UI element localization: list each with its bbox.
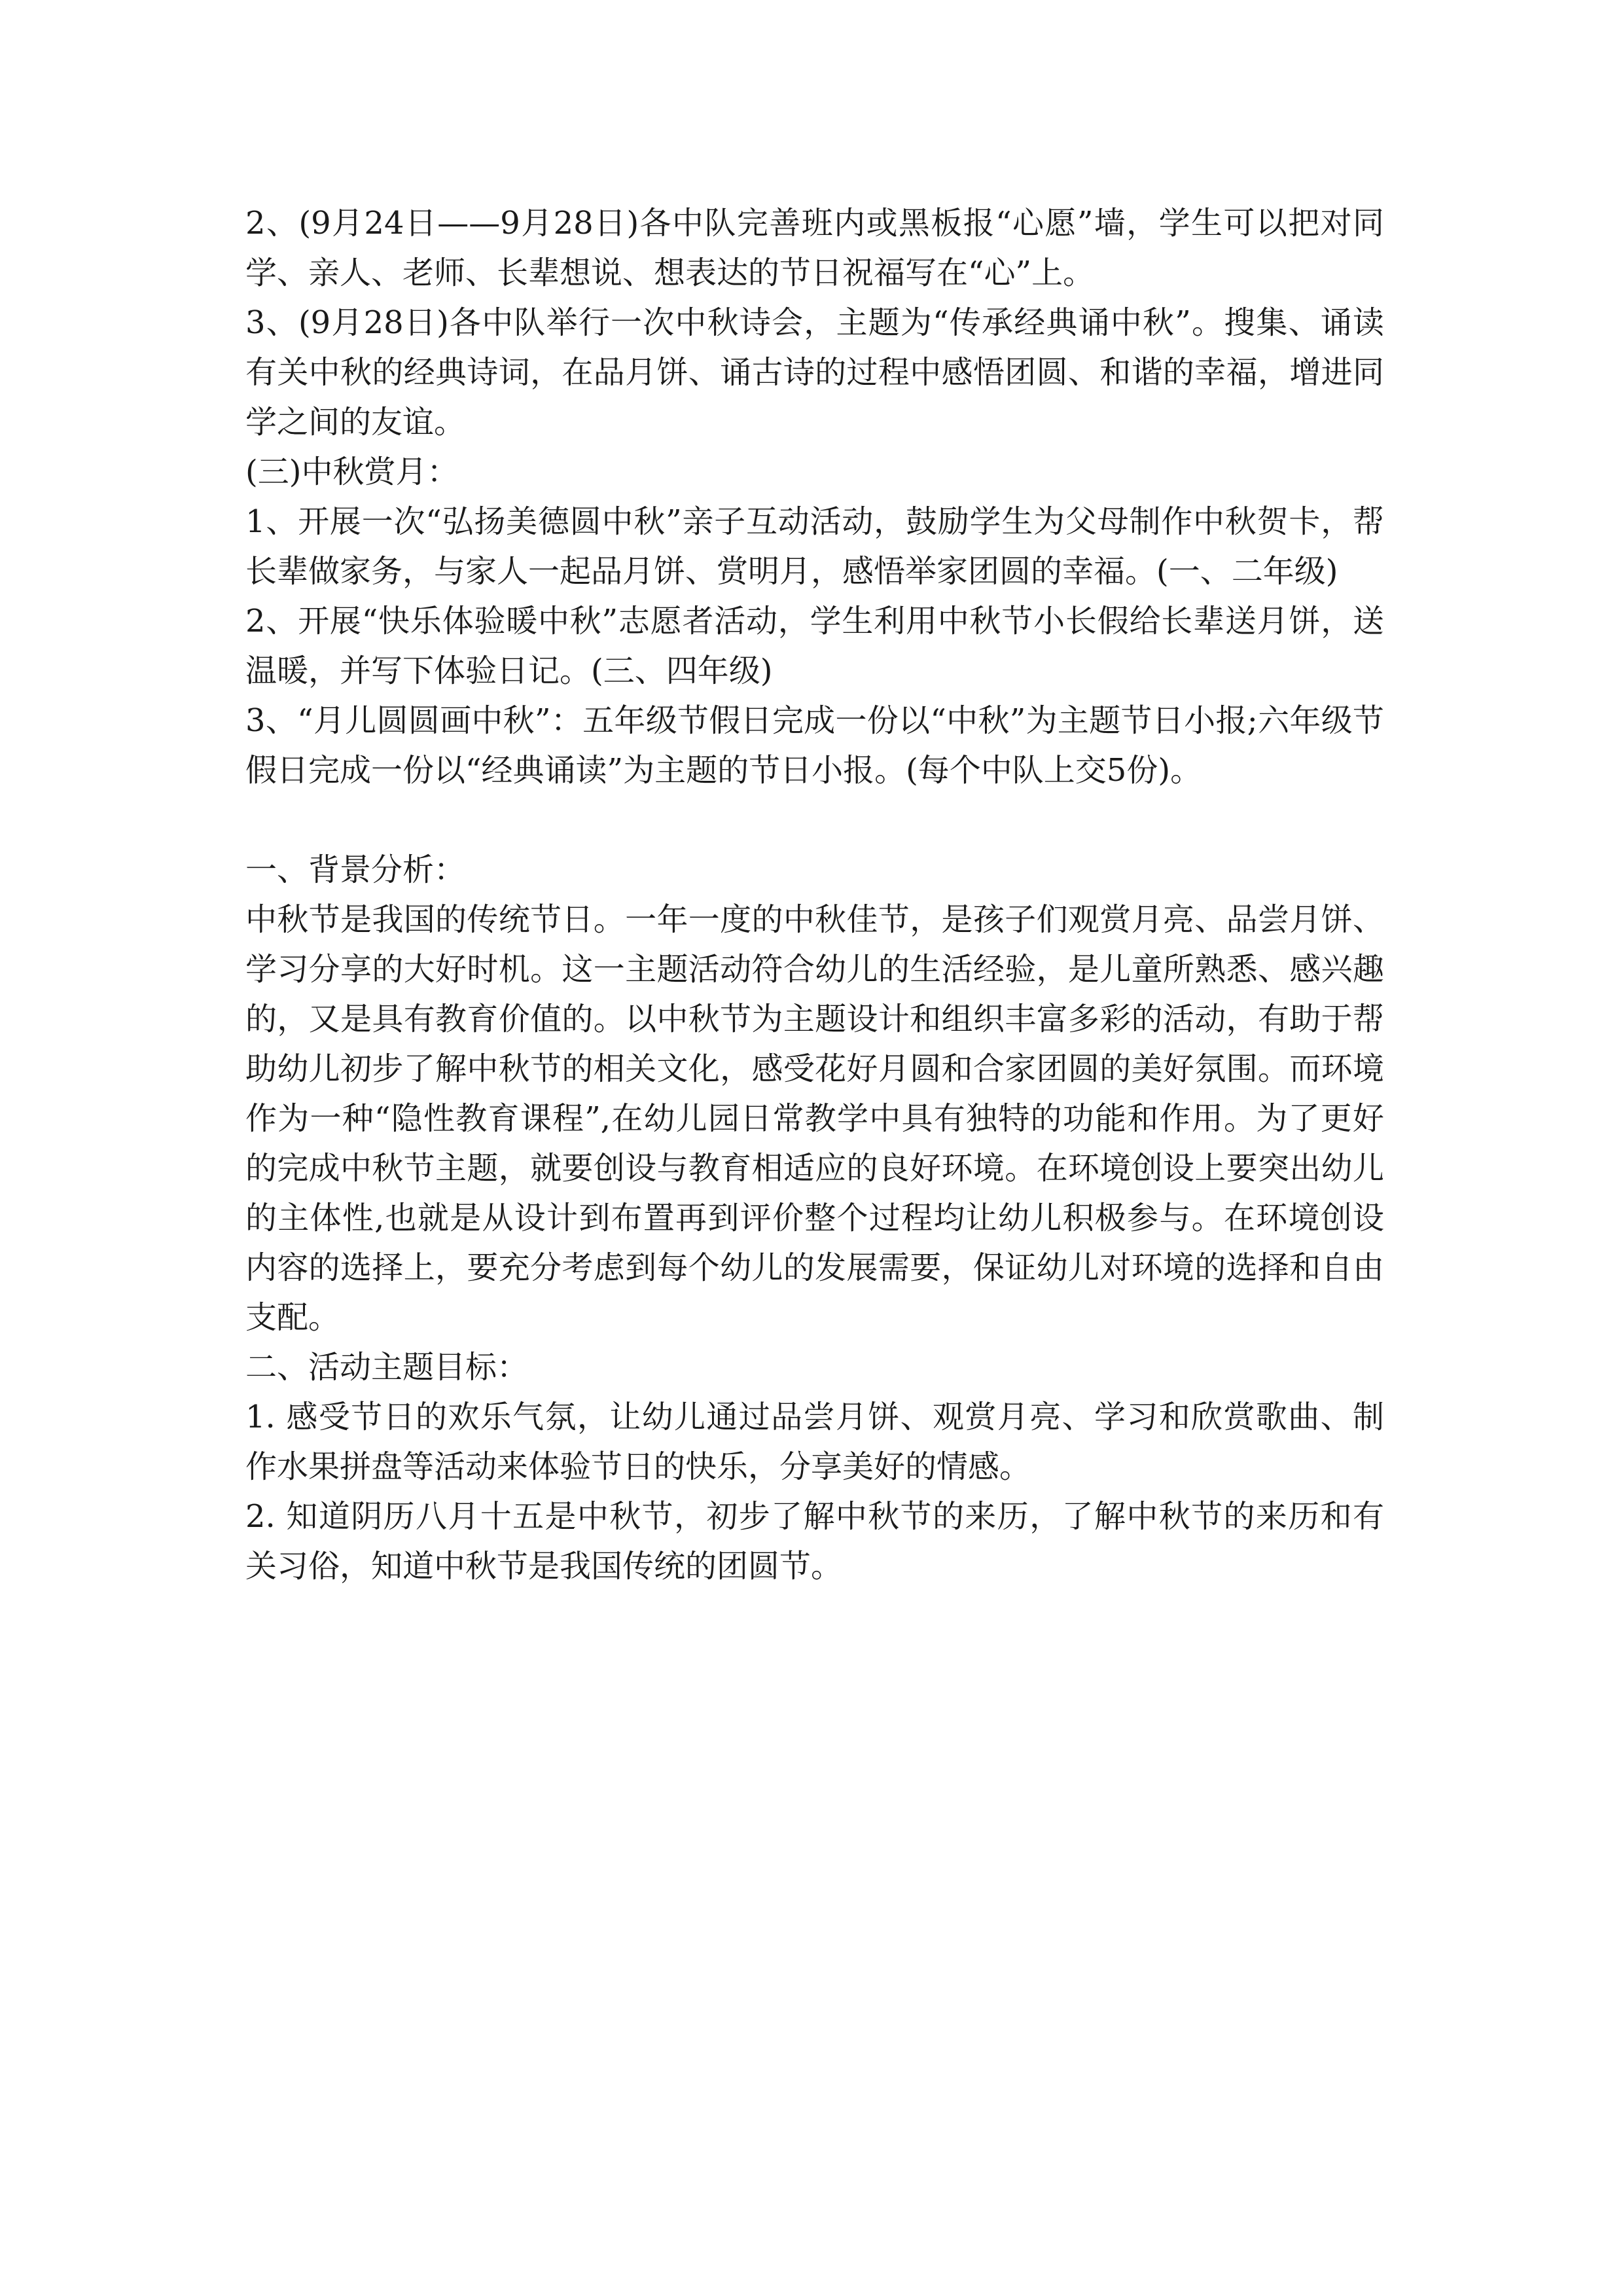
- paragraph-parent-child-activity: 1、开展一次“弘扬美德圆中秋”亲子互动活动，鼓励学生为父母制作中秋贺卡，帮长辈做家务，与家人一起品月饼、赏明月，感悟举家团圆的幸福。(一、二年级): [245, 503, 1384, 590]
- paragraph-volunteer-activity: 2、开展“快乐体验暖中秋”志愿者活动，学生利用中秋节小长假给长辈送月饼，送温暖，并写下体验日记。(三、四年级): [245, 603, 1384, 689]
- heading-moon-viewing: (三)中秋赏月：: [245, 454, 459, 490]
- document-body: [245, 198, 1384, 1591]
- paragraph-goal-1: 1. 感受节日的欢乐气氛，让幼儿通过品尝月饼、观赏月亮、学习和欣赏歌曲、制作水果拼盘等活动来体验节日的快乐，分享美好的情感。: [245, 1399, 1384, 1485]
- section-gap: [245, 795, 1384, 845]
- paragraph-goal-2: 2. 知道阴历八月十五是中秋节，初步了解中秋节的来历，了解中秋节的来历和有关习俗，知道中秋节是我国传统的团圆节。: [245, 1498, 1384, 1585]
- paragraph-poetry-meeting: 3、(9月28日)各中队举行一次中秋诗会，主题为“传承经典诵中秋”。搜集、诵读有关中秋的经典诗词，在品月饼、诵古诗的过程中感悟团圆、和谐的幸福，增进同学之间的友谊。: [245, 304, 1384, 440]
- paragraph-background: 中秋节是我国的传统节日。一年一度的中秋佳节，是孩子们观赏月亮、品尝月饼、学习分享的大好时机。这一主题活动符合幼儿的生活经验，是儿童所熟悉、感兴趣的，又是具有教育价值的。以中秋节为主题设计和组织丰富多彩的活动，有助于帮助幼儿初步了解中秋节的相关文化，感受花好月圆和合家团圆的美好氛围。而环境作为一种“隐性教育课程”,在幼儿园日常教学中具有独特的功能和作用。为了更好的完成中秋节主题，就要创设与教育相适应的良好环境。在环境创设上要突出幼儿的主体性,也就是从设计到布置再到评价整个过程均让幼儿积极参与。在环境创设内容的选择上，要充分考虑到每个幼儿的发展需要，保证幼儿对环境的选择和自由支配。: [245, 901, 1384, 1336]
- paragraph-blackboard-wish-wall: 2、(9月24日——9月28日)各中队完善班内或黑板报“心愿”墙，学生可以把对同学、亲人、老师、长辈想说、想表达的节日祝福写在“心”上。: [245, 205, 1384, 291]
- paragraph-festival-newspaper: 3、“月儿圆圆画中秋”：五年级节假日完成一份以“中秋”为主题节日小报;六年级节假日完成一份以“经典诵读”为主题的节日小报。(每个中队上交5份)。: [245, 702, 1384, 789]
- heading-activity-goals: 二、活动主题目标：: [245, 1349, 529, 1386]
- heading-background-analysis: 一、背景分析：: [245, 852, 466, 888]
